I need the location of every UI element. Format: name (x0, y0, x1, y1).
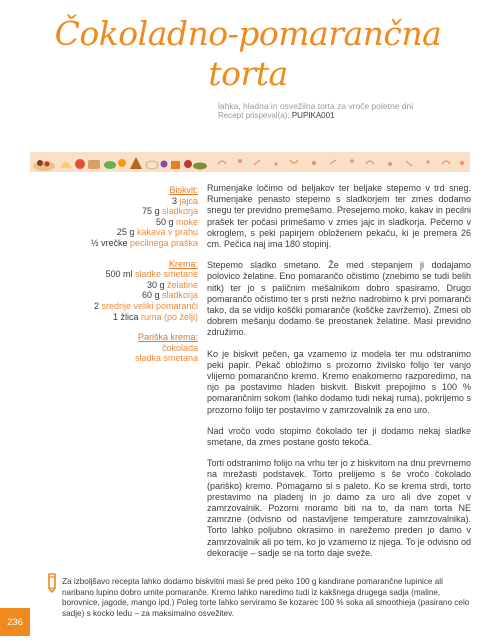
ingredient-qty: 60 g (141, 290, 162, 301)
ingredient-item (36, 353, 198, 364)
ingredient-item (36, 312, 198, 323)
ingredient-name: sladkorja (161, 290, 198, 301)
recipe-subtitle: lahka, hladna in osvežilna torta za vroče poletne dni (218, 101, 414, 111)
ingredient-item (36, 301, 198, 312)
ingredient-name: želatine (166, 279, 198, 290)
instruction-paragraph: Ko je biskvit pečen, ga vzamemo iz modela ter mu odstranimo peki papir. Pekač obložimo s prozorno živilsko folijo ter vanjo vlijemo pomarančno kremo. Kremo enakomerno razporedimo, na njo pa postavimo hladen biskvit. Biskvit prepojimo s 100 % pomarančnim sokom (lahko dodamo tudi nekaj ruma), pokrijemo s prozorno folijo ter postavimo v zamrzovalnik za eno uro. (207, 348, 471, 415)
pattern-strip (210, 152, 470, 172)
ingredient-item (36, 206, 198, 217)
ingredient-qty: 75 g (141, 206, 162, 217)
ingredient-qty: 3 (171, 195, 180, 206)
recipe-author-value: PUPIKA001 (291, 111, 335, 120)
spacer (36, 249, 198, 259)
instruction-paragraph: Rumenjake ločimo od beljakov ter beljake stepemo v trd sneg. Rumenjake penasto stepemo s sladkorjem ter zmes dodamo snegu ter previdno premešamo. Presejemo moko, kakav in pecilni prašek ter počasi primešamo v zmes jajc in sladkorja. Pečemo v okroglem, s peki papirjem obloženem pekaču, ki je premera 26 cm. Pečica naj ima 180 stopinj. (207, 183, 471, 250)
food-illustration-icon (30, 152, 210, 172)
recipe-author-line (218, 111, 335, 120)
ingredient-item (36, 280, 198, 291)
page-number: 236 (0, 608, 30, 636)
tip-note: Za izboljšavo recepta lahko dodamo biskvitni masi še pred peko 100 g kandirane pomarančne lupinice ali naribano lupino dobro umite pomaranče. Kremo lahko naredimo tudi iz kakšnega drugega sadja (maline, borovnice, jagode, mango ipd.) Poleg torte lahko serviramo še kozarec 100 % soka ali smoothieja (pasirano celo sadje) s kocko ledu – za maksimalno osvežitev. (62, 577, 470, 618)
ingredient-name: ruma (po želji) (140, 311, 198, 322)
ingredient-item (36, 290, 198, 301)
ingredient-item (36, 217, 198, 228)
ingredient-qty: 30 g (146, 279, 167, 290)
ingredient-name: jajca (179, 195, 198, 206)
ingredients-heading-pariska-krema: Pariška krema: (137, 332, 198, 343)
ingredient-name: sladka smetana (134, 353, 198, 364)
ingredient-item (36, 227, 198, 238)
decorative-banner (30, 152, 470, 172)
ingredients-heading-krema: Krema: (168, 258, 198, 269)
recipe-author-label: Recept prispeval(a): (218, 111, 290, 120)
ingredient-item (36, 238, 198, 249)
pencil-icon (45, 572, 59, 594)
ingredient-name: pecilnega praška (129, 237, 198, 248)
ingredient-qty: 500 ml (105, 269, 135, 280)
ingredient-name: sladke smetane (134, 269, 198, 280)
ingredient-item (36, 343, 198, 354)
ingredient-qty: 2 (93, 300, 102, 311)
ingredient-item (36, 196, 198, 207)
ingredient-name: sladkorja (161, 206, 198, 217)
instruction-paragraph: Nad vročo vodo stopimo čokolado ter ji dodamo nekaj sladke smetane, da zmes postane gosto tekoča. (207, 425, 471, 448)
ingredient-name: moke (175, 216, 198, 227)
ingredient-qty: 50 g (155, 216, 176, 227)
ingredient-item (36, 269, 198, 280)
ingredient-qty: 25 g (116, 227, 137, 238)
spacer (36, 322, 198, 332)
instruction-paragraph: Stepemo sladko smetano. Že med stepanjem ji dodajamo polovico želatine. Eno pomarančo očistimo (znebimo se tudi belih nitk) ter jo s paličnim mešalnikom dobro spasiramo. Drugo pomarančo očistimo ter s prsti nežno nadrobimo k prvi pomaranči tako, da se vidijo koščki pomaranče (koščke zavržemo). Zmesi ob dobrem mešanju dodamo še preostanek želatine. Masi previdno združimo. (207, 260, 471, 338)
ingredient-name: srednje veliki pomaranči (101, 300, 198, 311)
instruction-paragraph: Torti odstranimo folijo na vrhu ter jo z biskvitom na dnu prevrnemo na mrežasti podstavek. Torto prelijemo s še vročo čokolado (pariško) kremo. Pomagamo si s paleto. Ko se krema strdi, torto prestavimo na pladenj in jo damo za uro ali dve zopet v zamrzovalnik. Pozorni moramo biti na to, da nam torta NE zamrzne (odvisno od nastavljene temperature zamrzovalnika). Torto lahko poljubno okrasimo in narežemo preden jo damo v zamrzovalnik ali po tem, ko jo vzamemo iz njega. To je odvisno od dekoracije – sadje se na torto daje sveže. (207, 458, 471, 558)
recipe-title: Čokoladno-pomarančna torta (54, 14, 442, 93)
ingredients-heading-biskvit: Biskvit: (169, 185, 198, 195)
ingredient-name: čokolada (161, 342, 198, 353)
instructions-column (207, 183, 471, 569)
ingredient-qty: ½ vrečke (90, 237, 130, 248)
ingredient-name: kakava v prahu (136, 227, 198, 238)
ingredients-column (36, 185, 198, 364)
ingredient-qty: 1 žlica (112, 311, 141, 322)
